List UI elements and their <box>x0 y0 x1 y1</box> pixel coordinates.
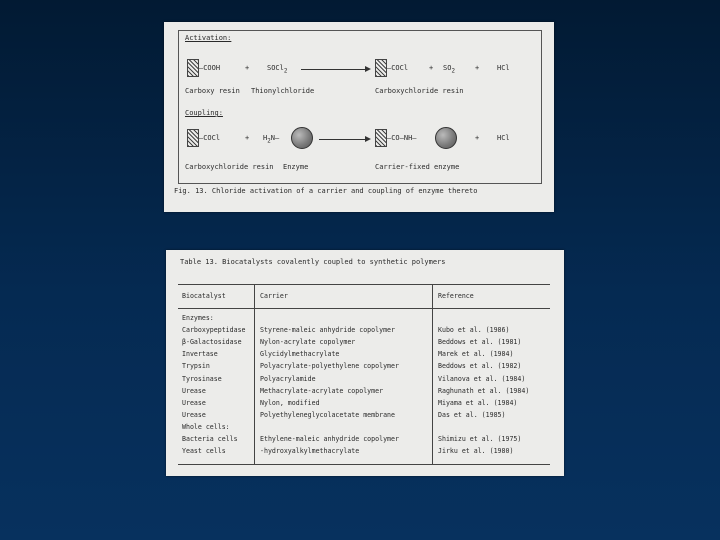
reaction-scheme-box <box>178 30 542 184</box>
h2n-formula: $H_2N—$ <box>263 134 280 145</box>
socl2-formula: SOCl$_2$ <box>267 64 288 75</box>
carboxy-resin-icon <box>187 59 199 77</box>
conh-formula: —CO—NH— <box>387 134 417 142</box>
thionylchloride-label: Thionylchloride <box>251 87 315 95</box>
table-cell-carrier: Polyacrylate-polyethylene copolymer <box>260 362 399 371</box>
enzyme-label: Enzyme <box>283 163 309 171</box>
carboxychloride-resin-label: Carboxychloride resin <box>375 87 464 95</box>
hcl-formula: HCl <box>497 134 510 142</box>
table-cell-reference: Kubo et al. (1986) <box>438 326 510 335</box>
fixed-enzyme-sphere-icon <box>435 127 457 149</box>
figure-caption: Fig. 13. Chloride activation of a carrier and coupling of enzyme thereto <box>174 187 478 195</box>
table-cell-carrier: Polyacrylamide <box>260 374 316 383</box>
table-cell-reference: Jirku et al. (1980) <box>438 447 514 456</box>
cooh-formula: —COOH <box>199 64 221 72</box>
carboxychloride-resin-icon <box>187 129 199 147</box>
reaction-arrow-icon <box>301 69 369 70</box>
table-cell-biocatalyst: β-Galactosidase <box>182 338 242 347</box>
plus-sign: + <box>245 134 250 142</box>
hcl-formula: HCl <box>497 64 510 72</box>
plus-sign: + <box>429 64 434 72</box>
table-cell-carrier: Nylon-acrylate copolymer <box>260 338 356 347</box>
table-cell-reference: Vilanova et al. (1984) <box>438 374 526 383</box>
table-cell-biocatalyst: Urease <box>182 386 206 395</box>
table-column-divider <box>254 284 255 464</box>
table-cell-reference: Raghunath et al. (1984) <box>438 386 530 395</box>
table-header-biocatalyst: Biocatalyst <box>182 292 226 300</box>
table-cell-biocatalyst: Invertase <box>182 350 218 359</box>
table-header-rule <box>178 308 550 309</box>
table-header-carrier: Carrier <box>260 292 288 300</box>
table-bottom-rule <box>178 464 550 465</box>
figure-scan-image <box>164 22 554 212</box>
table-cell-biocatalyst: Urease <box>182 398 206 407</box>
table-cell-reference: Shimizu et al. (1975) <box>438 435 522 443</box>
table-cell-reference: Marek et al. (1984) <box>438 350 514 359</box>
carrier-resin-icon <box>375 129 387 147</box>
plus-sign: + <box>475 64 480 72</box>
table-column-divider <box>432 284 433 464</box>
table-cell-biocatalyst: Bacteria cells <box>182 435 238 443</box>
so2-formula: $SO_2$ <box>443 64 455 75</box>
table-cell-biocatalyst: Whole cells: <box>182 422 230 431</box>
table-cell-carrier: Styrene-maleic anhydride copolymer <box>260 326 395 335</box>
cocl-formula: —COCl <box>387 64 409 72</box>
table-cell-carrier: Methacrylate-acrylate copolymer <box>260 386 384 395</box>
table-cell-biocatalyst: Trypsin <box>182 362 210 371</box>
table-top-rule <box>178 284 550 285</box>
reaction-arrow-icon <box>319 139 369 140</box>
table-cell-reference: Das et al. (1985) <box>438 410 506 419</box>
cocl-formula: —COCl <box>199 134 221 142</box>
carboxychloride-resin-label: Carboxychloride resin <box>185 163 274 171</box>
carboxy-resin-label: Carboxy resin <box>185 87 240 95</box>
table-cell-biocatalyst: Yeast cells <box>182 447 226 456</box>
table-cell-carrier: Glycidylmethacrylate <box>260 350 340 359</box>
table-cell-carrier: Polyethyleneglycolacetate membrane <box>260 410 395 419</box>
table-cell-biocatalyst: Enzymes: <box>182 314 214 322</box>
plus-sign: + <box>475 134 480 142</box>
table-cell-reference: Miyama et al. (1984) <box>438 398 518 407</box>
plus-sign: + <box>245 64 250 72</box>
table-cell-carrier: -hydroxyalkylmethacrylate <box>260 447 360 456</box>
enzyme-sphere-icon <box>291 127 313 149</box>
table-cell-reference: Beddows et al. (1982) <box>438 362 522 371</box>
table-cell-reference: Beddows et al. (1981) <box>438 338 522 347</box>
carrier-fixed-enzyme-label: Carrier-fixed enzyme <box>375 163 460 171</box>
table-cell-carrier: Ethylene-maleic anhydride copolymer <box>260 435 399 443</box>
table-header-reference: Reference <box>438 292 474 300</box>
table-title: Table 13. Biocatalysts covalently coupled to synthetic polymers <box>180 258 446 266</box>
carboxychloride-resin-icon <box>375 59 387 77</box>
activation-label: Activation: <box>185 34 232 42</box>
coupling-label: Coupling: <box>185 109 223 117</box>
table-cell-carrier: Nylon, modified <box>260 398 320 407</box>
table-cell-biocatalyst: Urease <box>182 410 206 419</box>
table-cell-biocatalyst: Carboxypeptidase <box>182 326 246 335</box>
table-scan-image <box>166 250 564 476</box>
table-cell-biocatalyst: Tyrosinase <box>182 374 222 383</box>
